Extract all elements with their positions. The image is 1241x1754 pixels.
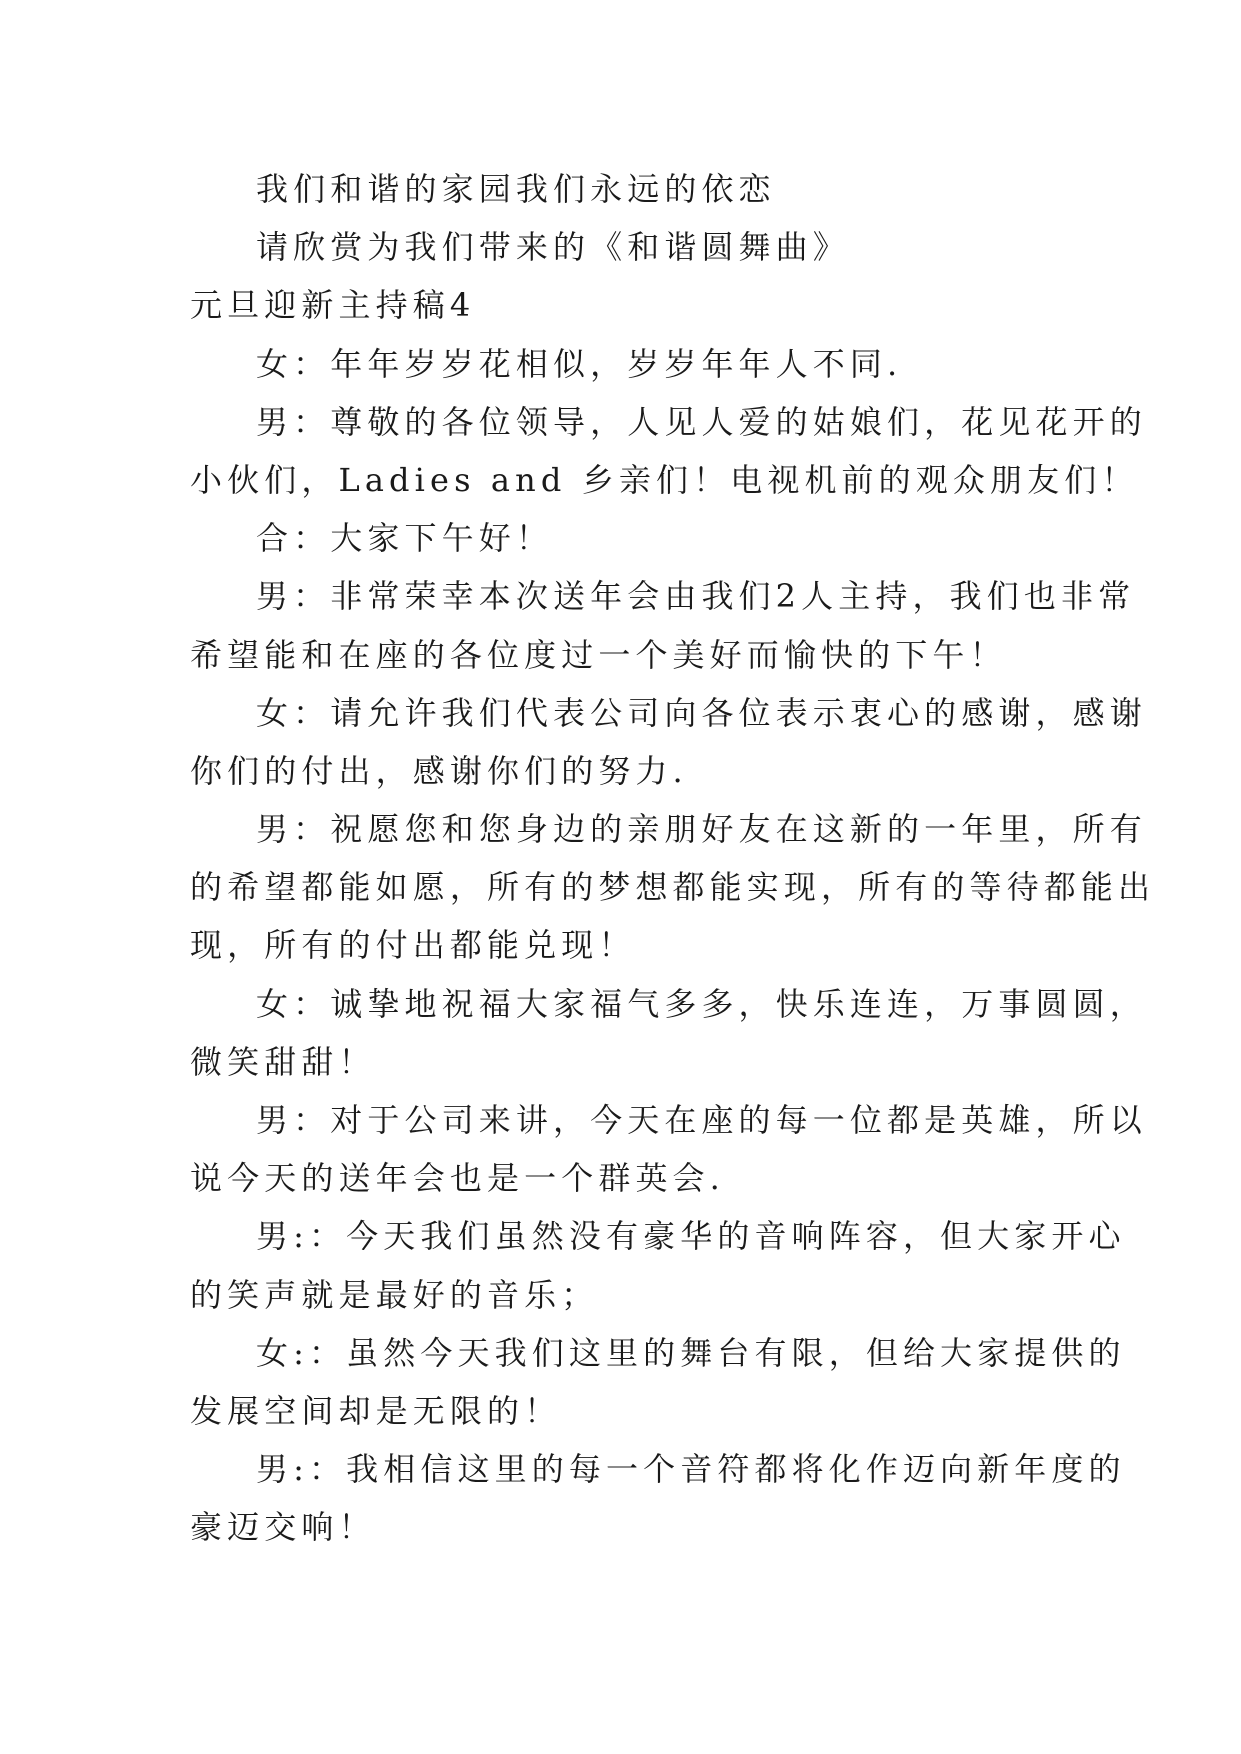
text-line: 男:：我相信这里的每一个音符都将化作迈向新年度的	[256, 1450, 1126, 1489]
text-line: 我们和谐的家园我们永远的依恋	[256, 170, 776, 208]
text-line: 男：尊敬的各位领导，人见人爱的姑娘们，花见花开的	[256, 402, 1147, 441]
text-line: 女：请允许我们代表公司向各位表示衷心的感谢，感谢	[256, 693, 1147, 732]
text-line: 请欣赏为我们带来的《和谐圆舞曲》	[256, 228, 850, 267]
text-line: 现，所有的付出都能兑现！	[190, 926, 636, 965]
text-line: 说今天的送年会也是一个群英会.	[190, 1159, 725, 1198]
section-heading: 元旦迎新主持稿4	[190, 286, 476, 325]
text-line: 男：祝愿您和您身边的亲朋好友在这新的一年里，所有	[256, 810, 1147, 849]
text-line: 女：诚挚地祝福大家福气多多，快乐连连，万事圆圆，	[256, 984, 1147, 1023]
script-text-block	[190, 160, 1156, 1557]
text-line: 女:：虽然今天我们这里的舞台有限，但给大家提供的	[256, 1333, 1126, 1372]
text-line: 合：大家下午好！	[256, 519, 553, 558]
text-line: 的笑声就是最好的音乐；	[190, 1275, 599, 1314]
text-line: 女：年年岁岁花相似，岁岁年年人不同.	[256, 344, 903, 383]
text-line: 男：非常荣幸本次送年会由我们2人主持，我们也非常	[256, 577, 1136, 616]
text-line: 希望能和在座的各位度过一个美好而愉快的下午！	[190, 635, 1007, 674]
text-line: 男：对于公司来讲，今天在座的每一位都是英雄，所以	[256, 1101, 1147, 1139]
text-line: 小伙们，Ladies and 乡亲们！电视机前的观众朋友们！	[190, 460, 1139, 499]
text-line: 发展空间却是无限的！	[190, 1391, 562, 1430]
text-line: 微笑甜甜！	[190, 1042, 376, 1081]
text-line: 豪迈交响！	[190, 1508, 376, 1547]
text-line: 男:：今天我们虽然没有豪华的音响阵容，但大家开心	[256, 1217, 1126, 1256]
text-line: 的希望都能如愿，所有的梦想都能实现，所有的等待都能出	[190, 868, 1156, 907]
text-line: 你们的付出，感谢你们的努力.	[190, 751, 688, 790]
